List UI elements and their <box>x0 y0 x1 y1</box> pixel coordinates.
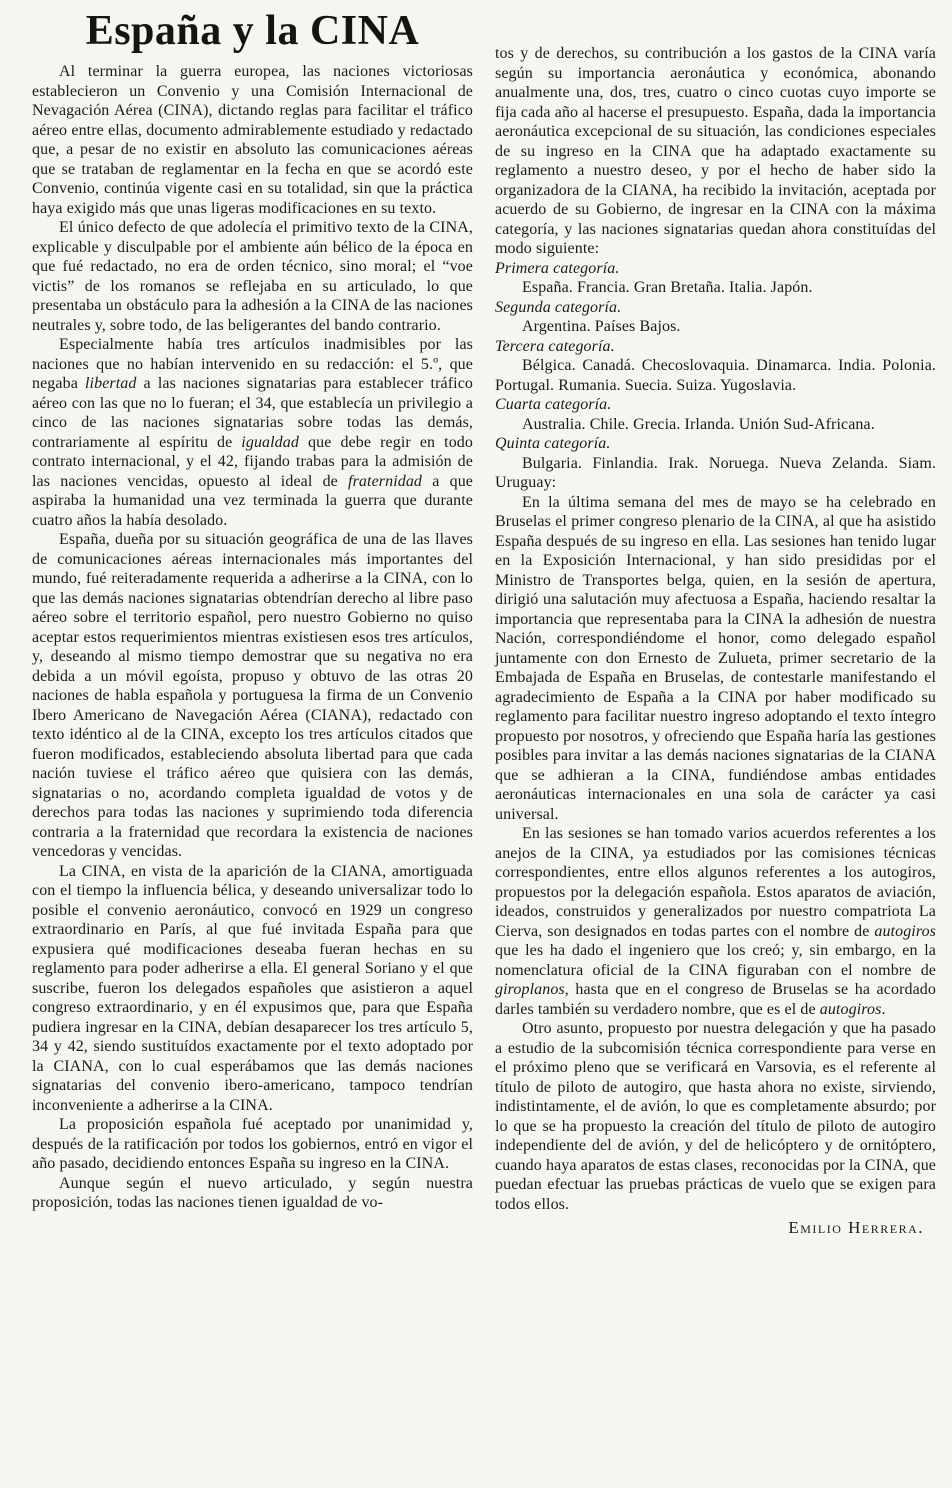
category-heading <box>495 434 936 454</box>
text-run: Otro asunto, propuesto por nuestra delegación y que ha pasado a estudio de la subcomisión técnica correspondiente para verse en el próximo pleno que se verificará en Varsovia, es el referente al título de piloto de autogiro, que hasta ahora no existe, sirviendo, indistintamente, el de avión, lo que es completamente absurdo; por lo que se ha propuesto la creación del título de piloto de autogiro independiente del de avión, y del de helicóptero y de ornitóptero, cuando haya aparatos de estas clases, reconocidas por la CINA, que puedan efectuar las pruebas prácticas de vuelo que se exigen para todos ellos. <box>495 1020 936 1213</box>
text-run: a que aspiraba la humanidad una vez terminada la guerra que durante cuatro años la había desolado. <box>32 472 473 529</box>
category-country-list <box>495 356 936 395</box>
italic-text-run: libertad <box>85 375 137 392</box>
italic-text-run: igualdad <box>241 433 299 451</box>
category-country-list <box>495 317 936 337</box>
italic-text-run: Tercera categoría. <box>495 337 615 355</box>
italic-text-run: autogiros <box>819 1000 882 1018</box>
text-run: La proposición española fué aceptado por unanimidad y, después de la ratificación por todos los gobiernos, entró en vigor el año pasado, decidiendo entonces España su ingreso en la CINA. <box>32 1116 473 1172</box>
category-country-list <box>495 278 936 298</box>
text-run: España, dueña por su situación geográfica de una de las llaves de comunicaciones aéreas internacionales más importantes del mundo, fué reiteradamente requerida a adherirse a la CINA, con lo que las demás naciones signatarias obtendrían derecho al libre paso aéreo sobre el territorio español, pero nuestro Gobierno no quiso aceptar estos requerimientos mientras existiesen esos tres artículos, y, deseando al mismo tiempo demostrar que su negativa no era debida a un móvil egoísta, propuso y obtuvo de las otras 20 naciones de habla española y portuguesa la firma de un Convenio Ibero Americano de Navegación Aérea (CIANA), redactado con texto idéntico al de la CINA, excepto los tres artículos citados que fueron modificados, estableciendo absoluta libertad para que cada nación tuviese el tráfico aéreo que quisiera con las demás, signatarias o no, acordando completa igualdad de votos y de derechos para todas las naciones y suprimiendo toda diferencia contraria a la fraternidad que recordara la existencia de naciones vencedoras y vencidas. <box>32 531 473 860</box>
category-heading <box>495 337 936 357</box>
paragraph <box>32 335 473 530</box>
italic-text-run: autogiros <box>874 922 936 940</box>
text-run: En las sesiones se han tomado varios acuerdos referentes a los anejos de la CINA, ya estudiados por las comisiones técnicas correspondientes, entre ellos algunos referentes a los autogiros, propuestos por la delegación española. Estos aparatos de aviación, ideados, construidos y generalizados por nuestro compatriota La Cierva, son designados en todas partes con el nombre de <box>495 825 936 940</box>
paragraph <box>32 1174 473 1213</box>
text-run: Bulgaria. Finlandia. Irak. Noruega. Nueva Zelanda. Siam. Uruguay: <box>495 454 936 491</box>
paragraph <box>32 218 473 335</box>
article-title: España y la CINA <box>85 8 420 54</box>
left-column-text <box>32 62 473 1213</box>
paragraph <box>32 530 473 862</box>
paragraph <box>32 62 473 218</box>
italic-text-run: giroplanos <box>495 981 565 998</box>
text-run: Aunque según el nuevo articulado, y según nuestra proposición, todas las naciones tienen igualdad de vo- <box>32 1174 473 1211</box>
text-run: Australia. Chile. Grecia. Irlanda. Unión Sud-Africana. <box>522 415 875 433</box>
text-run: El único defecto de que adolecía el primitivo texto de la CINA, explicable y disculpable por el ambiente aún bélico de la época en que fué redactado, no era de orden técnico, sino moral; el “voe victis” de los romanos se reflejaba en su articulado, lo que presentaba un obstáculo para la adhesión a la CINA de las naciones neutrales y, sobre todo, de las beligerantes del bando contrario. <box>32 219 473 334</box>
text-run: Especialmente había tres artículos inadmisibles por las naciones que no habían intervenido en su redacción: el 5.º, que negaba <box>32 336 473 392</box>
paragraph <box>32 862 473 1116</box>
italic-text-run: Primera categoría. <box>495 259 620 277</box>
category-heading <box>495 395 936 415</box>
category-heading <box>495 298 936 318</box>
left-column <box>32 6 473 1238</box>
paragraph <box>495 824 936 1019</box>
text-run: tos y de derechos, su contribución a los gastos de la CINA varía según su importancia aeronáutica y económica, abonando anualmente una, dos, tres, cuatro o cinco cuotas cuyo importe se fija cada año al hacerse el presupuesto. España, dada la importancia aeronáutica excepcional de su situación, las condiciones especiales de su ingreso en la CINA que ha adaptado exactamente su reglamento a nuestro deseo, y por el hecho de haber sido la organizadora de la CIANA, ha recibido la invitación, aceptada por acuerdo de su Gobierno, de ingresar en la CINA con la máxima categoría, y las naciones signatarias quedan ahora constituídas del modo siguiente: <box>495 45 936 257</box>
text-run: a las naciones signatarias para establecer tráfico aéreo con las que no lo fueran; el 34, que establecía un privilegio a cinco de las naciones signatarias sobre todas las demás, contrariamente al espíritu de <box>32 375 473 451</box>
category-heading <box>495 259 936 279</box>
paragraph <box>32 1115 473 1174</box>
text-run: En la última semana del mes de mayo se ha celebrado en Bruselas el primer congreso plenario de la CINA, al que ha asistido España después de su ingreso en ella. Las sesiones han tenido lugar en la Exposición Internacional, y han sido presididas por el Ministro de Transportes belga, quien, en la sesión de apertura, dirigió una salutación muy afectuosa a España, haciendo resaltar la importancia que representaba para la CINA la adhesión de nuestra Nación, correspondiéndome el honor, como delegado español juntamente con don Ernesto de Zulueta, primer secretario de la Embajada de España en Bruselas, de contestarle manifestando el agradecimiento de España a la CINA por haber modificado su reglamento para facilitar nuestro ingreso adoptando el texto íntegro propuesto por nosotros, y ofreciendo que España haría las gestiones posibles para invitar a las demás naciones signatarias de la CIANA que se adhieran a la CINA, fundiéndose ambas entidades aeronáuticas internacionales en una sola de carácter ya casi universal. <box>495 493 936 823</box>
right-column <box>495 6 936 1238</box>
paragraph <box>495 1019 936 1214</box>
text-run: España. Francia. Gran Bretaña. Italia. Japón. <box>522 279 813 296</box>
right-column-text <box>495 44 936 1214</box>
paragraph <box>495 493 936 825</box>
category-country-list <box>495 415 936 435</box>
category-country-list <box>495 454 936 493</box>
text-run: que debe regir en todo contrato internacional, y el 42, fijando trabas para la admisión de las naciones vencidas, opuesto al ideal de <box>32 433 473 490</box>
text-run: . <box>881 1000 886 1018</box>
text-run: Argentina. Países Bajos. <box>522 318 681 335</box>
italic-text-run: Quinta categoría. <box>495 435 611 452</box>
text-run: Al terminar la guerra europea, las naciones victoriosas establecieron un Convenio y una Comisión Internacional de Nevagación Aérea (CINA), dictando reglas para facilitar el tráfico aéreo entre ellas, documento admirablemente estudiado y redactado que, a pesar de no existir en absoluto las comunicaciones aéreas que se trataban de reglamentar en la fecha en que se acordó este Convenio, continúa vigente casi en su totalidad, sin que la práctica haya exigido más que unas ligeras modificaciones en su texto. <box>32 63 473 217</box>
text-run: que les ha dado el ingeniero que los creó; y, sin embargo, en la nomenclatura oficial de la CINA figuraban con el nombre de <box>495 942 936 979</box>
italic-text-run: Segunda categoría. <box>495 298 622 316</box>
text-run: La CINA, en vista de la aparición de la CIANA, amortiguada con el tiempo la influencia bélica, y deseando universalizar todo lo posible el convenio aeronáutico, convocó en 1929 un congreso extraordinario en París, al que fué invitada España para que expusiera qué modificaciones deseaba fueran hechas en su reglamento para poder adherirse a ella. El general Soriano y el que suscribe, fueron los delegados españoles que asistieron a aquel congreso extraordinario, y en él expusimos que, para que España pudiera ingresar en la CINA, debían desaparecer los tres artículo 5, 34 y 42, siendo sustituídos exactamente por el texto adoptado por la CIANA, con lo cual esperábamos que las demás naciones signatarias del convenio ibero-americano, tampoco tendrían inconveniente a adherirse a la CINA. <box>32 862 473 1114</box>
two-column-layout <box>32 6 938 1238</box>
italic-text-run: fraternidad <box>348 472 423 490</box>
paragraph <box>495 44 936 259</box>
text-run: , hasta que en el congreso de Bruselas se ha acordado darles también su verdadero nombre, que es el de <box>495 981 936 1018</box>
text-run: Bélgica. Canadá. Checoslovaquia. Dinamarca. India. Polonia. Portugal. Rumania. Suecia. Suiza. Yugoslavia. <box>495 357 936 394</box>
italic-text-run: Cuarta categoría. <box>495 396 612 413</box>
author-signature: Emilio Herrera. <box>788 1218 924 1237</box>
